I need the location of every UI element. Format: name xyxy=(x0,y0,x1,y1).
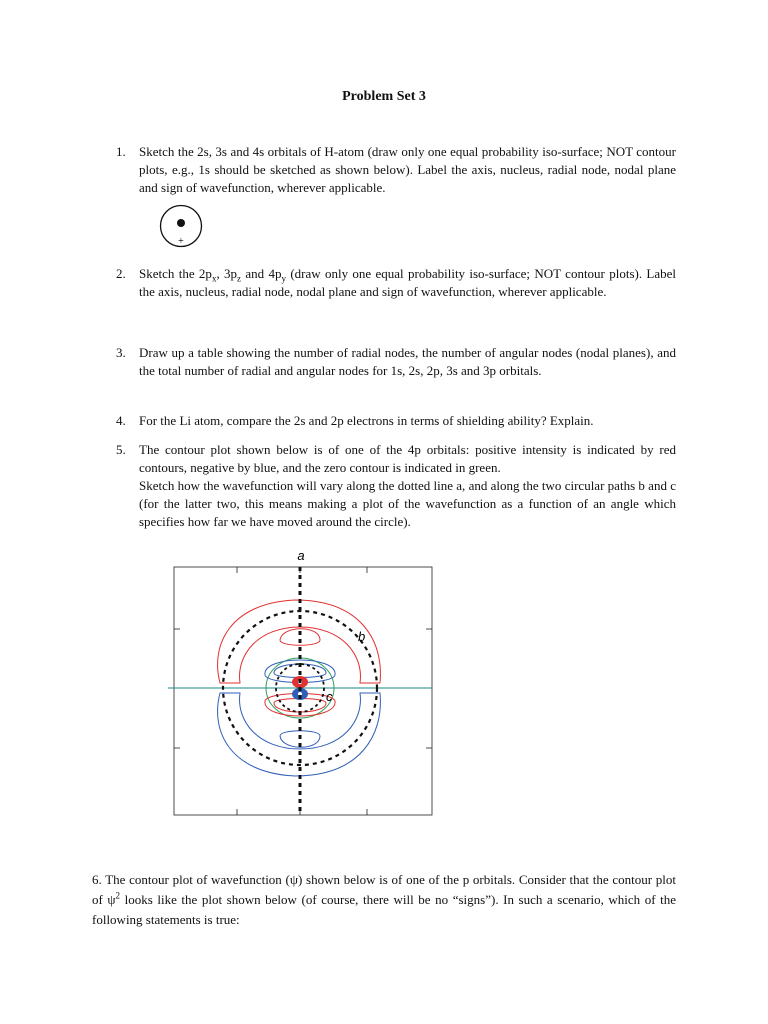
sign-label: + xyxy=(178,236,184,247)
question-text: For the Li atom, compare the 2s and 2p electrons in terms of shielding ability? Explain. xyxy=(139,413,594,428)
4p-contour-plot xyxy=(160,545,440,825)
page-title: Problem Set 3 xyxy=(342,89,426,104)
label-b: b xyxy=(358,629,366,644)
nucleus-dot xyxy=(177,219,185,227)
question-number: 4. xyxy=(116,413,126,428)
question-text: Sketch the 2s, 3s and 4s orbitals of H-atom (draw only one equal probability iso-surface; NOT contour plots, e.g., 1s should be sketched as shown below). Label the axis, nucleus, radial node, nodal plane and sign of wavefunction, wherever applicable. xyxy=(139,144,676,195)
label-c: c xyxy=(326,689,333,704)
question-number: 5. xyxy=(116,442,126,457)
question-text: Draw up a table showing the number of radial nodes, the number of angular nodes (nodal planes), and the total number of radial and angular nodes for 1s, 2s, 2p, 3s and 3p orbitals. xyxy=(139,345,676,378)
question-6: 6. The contour plot of wavefunction (ψ) shown below is of one of the p orbitals. Consider that the contour plot of $\psi^2$ looks like the plot shown below (of course, there will be no “signs”). In such a scenario, which of the following statements is true: xyxy=(92,872,677,927)
question-text: Sketch the $2p_x$, $3p_z$ and $4p_y$ (draw only one equal probability iso-surface; NOT contour plots). Label the axis, nucleus, radial node, nodal plane and sign of wavefunction, wherever applicable. xyxy=(139,266,677,299)
question-number: 1. xyxy=(116,144,126,159)
question-number: 2. xyxy=(116,266,126,281)
question-text: The contour plot shown below is of one of the 4p orbitals: positive intensity is indicated by red contours, negative by blue, and the zero contour is indicated in green. Sketch how the wavefunction will vary along the dotted line a, and along the two circular paths b and c (for the latter two, this means making a plot of the wavefunction as a function of an angle which specifies how far we have moved around the circle). xyxy=(139,442,676,529)
question-number: 3. xyxy=(116,345,126,360)
label-a: a xyxy=(297,548,305,563)
1s-orbital-sketch xyxy=(159,204,203,248)
